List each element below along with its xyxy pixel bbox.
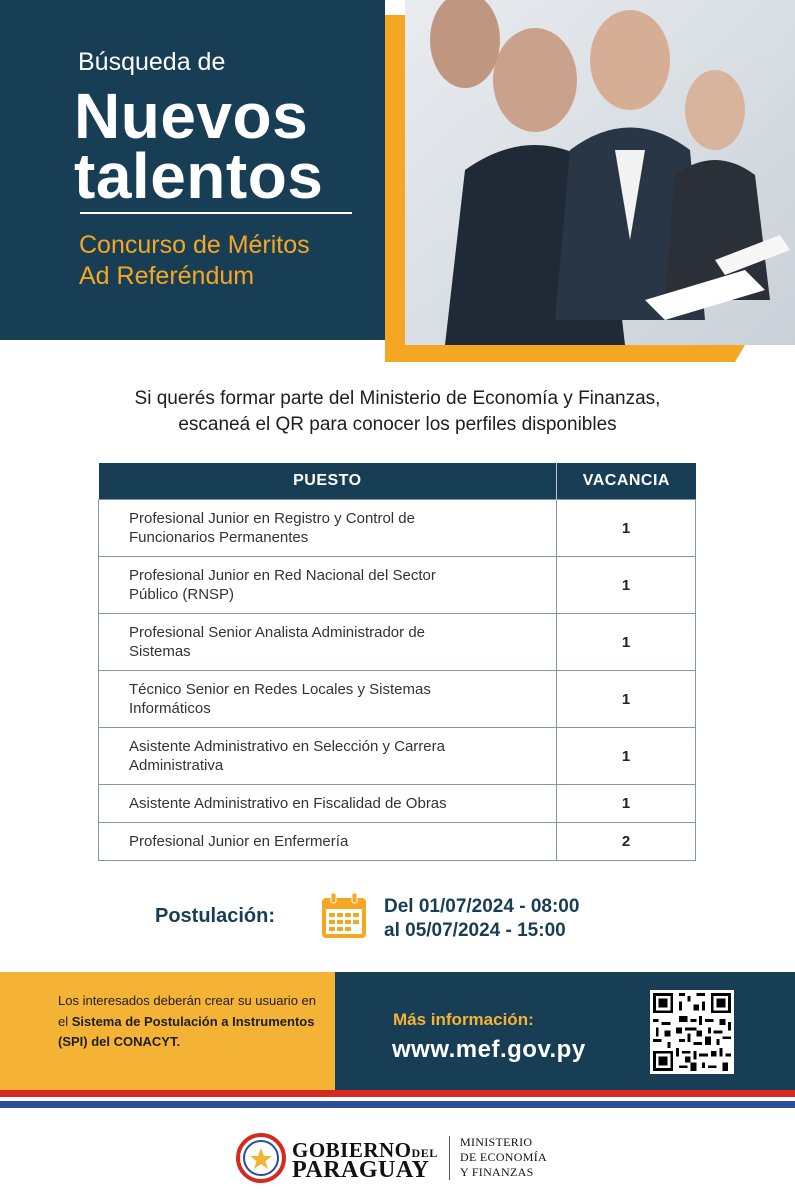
puesto-cell [99,614,557,671]
puesto-line: Asistente Administrativo en Selección y Carrera [129,738,445,755]
vacancia-cell: 1 [557,785,696,823]
puesto-line: Profesional Senior Analista Administrador de [129,624,426,641]
puesto-cell [99,671,557,728]
puesto-line: Profesional Junior en Registro y Control de [129,510,415,527]
table-row [99,823,696,861]
puesto-line: Informáticos [129,700,211,717]
hero-contest-title [79,230,310,292]
table-row [99,614,696,671]
puesto-line: Funcionarios Permanentes [129,529,309,546]
hero-title [74,80,324,212]
gob-del: DEL [411,1146,438,1160]
logo-divider [449,1136,450,1180]
paraguay-seal-icon [236,1133,286,1183]
hero-title-line1: Nuevos [74,80,309,152]
puesto-line: Sistemas [129,643,191,660]
positions-table [98,463,696,861]
puesto-line: Público (RNSP) [129,586,235,603]
hero-title-line2: talentos [74,140,324,212]
hero-divider [80,212,352,214]
postulacion-label: Postulación: [155,905,276,927]
postulacion-dates [384,895,579,943]
flag-stripe-red [0,1090,795,1097]
hero-banner [0,0,795,362]
puesto-line: Técnico Senior en Redes Locales y Sistemas [129,681,431,698]
date-from: Del 01/07/2024 - 08:00 [384,896,580,917]
ministry-name [460,1135,547,1180]
puesto-cell: Profesional Junior en Enfermería [99,823,557,861]
puesto-line: Administrativa [129,757,224,774]
hero-subtitle: Búsqueda de [78,48,226,76]
column-header-vacancia: VACANCIA [557,463,696,500]
calendar-icon [320,892,368,940]
hero-photo [385,0,795,362]
puesto-cell: Asistente Administrativo en Fiscalidad de Obras [99,785,557,823]
vacancia-cell: 1 [557,500,696,557]
table-row [99,728,696,785]
gob-main: GOBIERNO [292,1138,412,1162]
table-row [99,785,696,823]
table-row [99,500,696,557]
registration-note-plain: Los interesados deberán crear su usuario en el [58,993,316,1029]
intro-text [0,386,795,438]
website-link[interactable]: www.mef.gov.py [392,1036,586,1063]
registration-note [58,991,318,1053]
ministry-line2: DE ECONOMÍA [460,1150,547,1164]
qr-code[interactable] [650,990,734,1074]
puesto-line: Profesional Junior en Red Nacional del Sector [129,567,436,584]
ministry-line1: MINISTERIO [460,1135,533,1149]
puesto-cell [99,500,557,557]
intro-line2: escaneá el QR para conocer los perfiles disponibles [178,414,617,435]
ministry-line3: Y FINANZAS [460,1165,534,1179]
registration-note-bold: Sistema de Postulación a Instrumentos (SPI) del CONACYT. [58,1013,315,1049]
table-row [99,671,696,728]
hero-contest-line2: Ad Referéndum [79,262,255,290]
intro-line1: Si querés formar parte del Ministerio de Economía y Finanzas, [134,388,661,409]
puesto-cell [99,728,557,785]
date-to: al 05/07/2024 - 15:00 [384,920,566,941]
puesto-cell [99,557,557,614]
country-name: PARAGUAY [292,1157,430,1183]
vacancia-cell: 2 [557,823,696,861]
vacancia-cell: 1 [557,557,696,614]
table-row [99,557,696,614]
vacancia-cell: 1 [557,671,696,728]
vacancia-cell: 1 [557,614,696,671]
flag-stripe-blue [0,1101,795,1108]
vacancia-cell: 1 [557,728,696,785]
more-info-label: Más información: [393,1010,534,1029]
column-header-puesto: PUESTO [99,463,557,500]
hero-contest-line1: Concurso de Méritos [79,231,310,259]
table-header-row [99,463,696,500]
